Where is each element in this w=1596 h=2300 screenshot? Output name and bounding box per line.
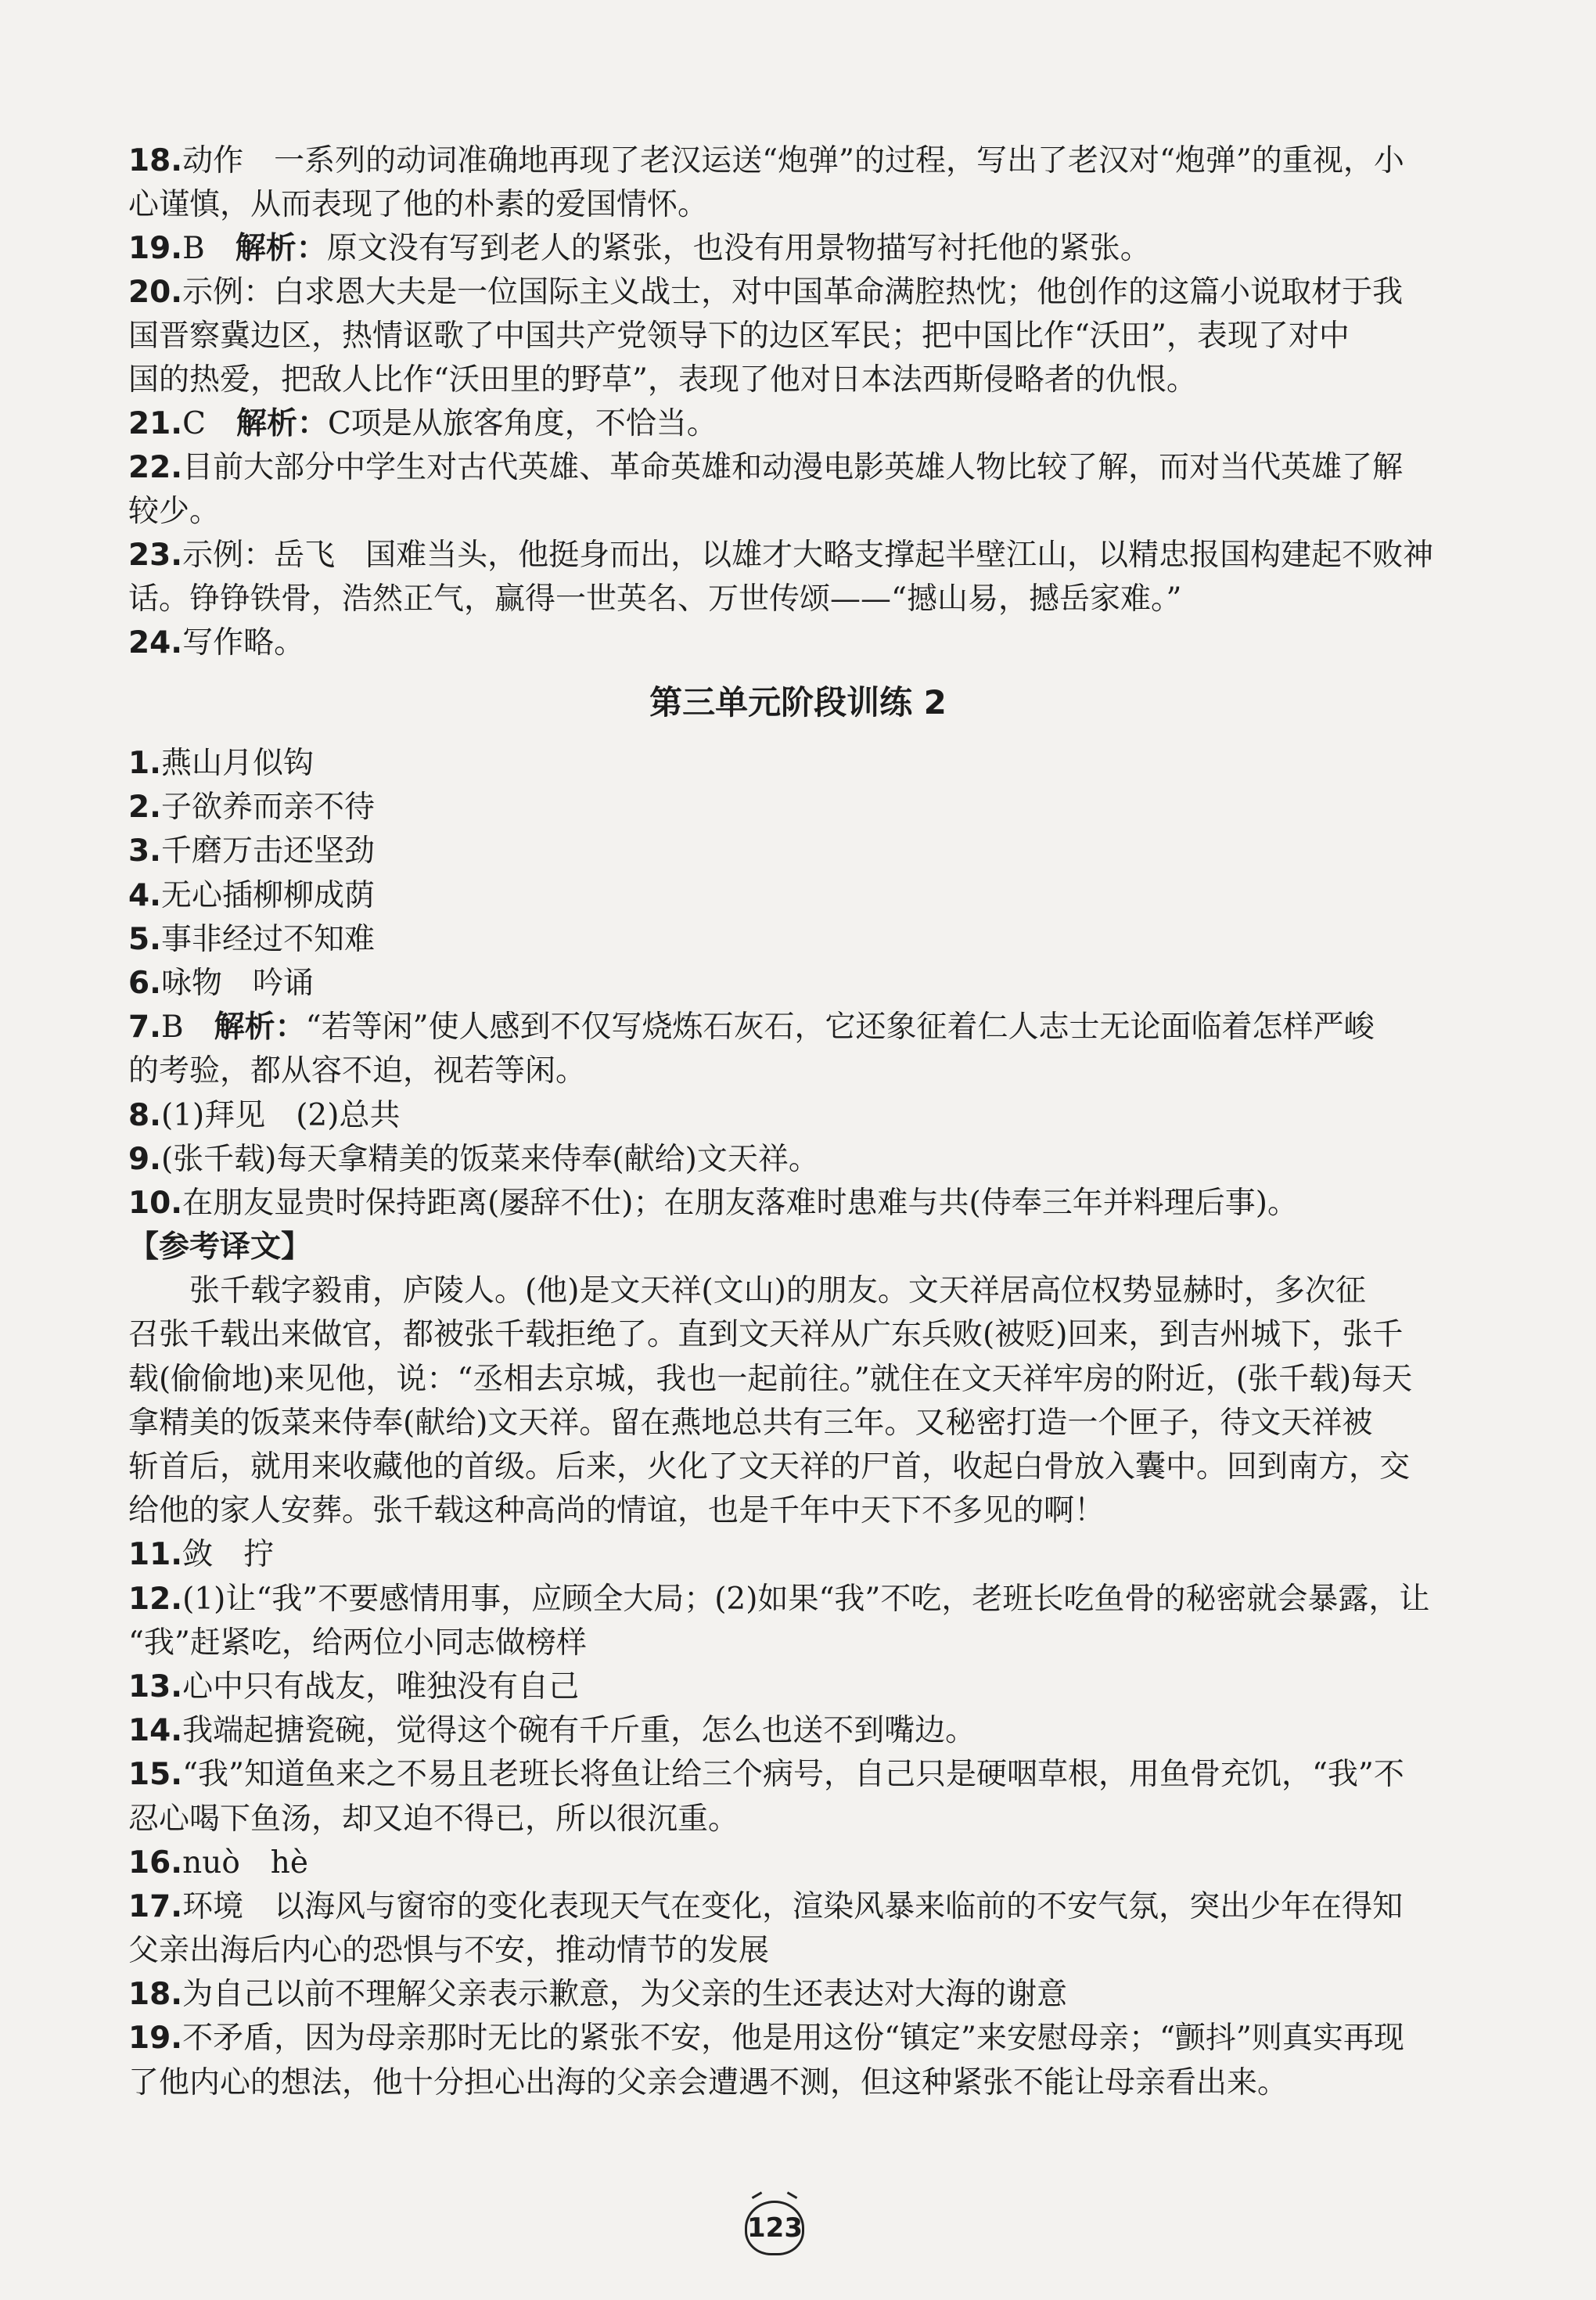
item-text: 示例：岳飞 国难当头，他挺身而出，以雄才大略支撑起半壁江山，以精忠报国构建起不败神 [182, 538, 1434, 573]
item-text: 咏物 吟诵 [160, 965, 314, 1001]
text-line [128, 1445, 1458, 1489]
text-line [128, 786, 1458, 830]
item-text: B 解析：原文没有写到老人的紧张，也没有用景物描写衬托他的紧张。 [182, 231, 1151, 266]
item-text: “我”知道鱼来之不易且老班长将鱼让给三个病号，自己只是硬咽草根，用鱼骨充饥，“我”不 [182, 1757, 1404, 1793]
item-number: 8. [128, 1097, 161, 1133]
item-text: 在朋友显贵时保持距离(屡辞不仕)；在朋友落难时患难与共(侍奉三年并料理后事)。 [182, 1185, 1298, 1221]
item-number: 18. [128, 143, 183, 178]
item-text: 为自己以前不理解父亲表示歉意，为父亲的生还表达对大海的谢意 [182, 1977, 1068, 2013]
item-number: 7. [128, 1010, 161, 1046]
item-number: 11. [128, 1537, 183, 1573]
text-line [128, 1709, 1458, 1753]
section-heading: 第三单元阶段训练 2 [649, 683, 947, 722]
text-line [128, 962, 1458, 1006]
item-number: 14. [128, 1713, 183, 1749]
text-line [128, 1138, 1458, 1182]
text-line [128, 1269, 1458, 1313]
text-line [128, 1841, 1458, 1885]
item-text: 燕山月似钩 [160, 746, 314, 781]
item-number: 13. [128, 1668, 183, 1704]
item-number: 23. [128, 538, 183, 573]
text-line [128, 490, 1458, 534]
text-line [128, 1798, 1458, 1841]
text-line [128, 1533, 1458, 1577]
item-text: (1)让“我”不要感情用事，应顾全大局；(2)如果“我”不吃，老班长吃鱼骨的秘密就会暴露，让 [182, 1581, 1430, 1617]
item-text: 无心插柳柳成荫 [160, 877, 375, 913]
item-text: 不矛盾，因为母亲那时无比的紧张不安，他是用这份“镇定”来安慰母亲；“颤抖”则真实再现 [182, 2021, 1404, 2057]
item-number: 12. [128, 1581, 183, 1617]
item-number: 4. [128, 877, 161, 913]
text-line [128, 1006, 1458, 1049]
text-line [128, 874, 1458, 918]
item-text: 千磨万击还坚劲 [160, 833, 375, 869]
text-line [128, 1094, 1458, 1138]
text-line [128, 227, 1458, 271]
item-text: 心中只有战友，唯独没有自己 [182, 1668, 580, 1704]
text-line [128, 139, 1458, 183]
item-text: 我端起搪瓷碗，觉得这个碗有千斤重，怎么也送不到嘴边。 [182, 1713, 976, 1749]
text-line [128, 1182, 1458, 1226]
item-text: 事非经过不知难 [160, 921, 375, 957]
text-line [128, 446, 1458, 490]
text-line [128, 830, 1458, 873]
text-line [128, 2061, 1458, 2105]
item-text: 敛 拧 [182, 1537, 275, 1573]
item-text: 心谨慎，从而表现了他的朴素的爱国情怀。 [128, 187, 709, 222]
text-line [128, 1402, 1458, 1445]
item-text [128, 1229, 311, 1265]
item-number: 10. [128, 1185, 183, 1221]
item-text: 载(偷偷地)来见他，说：“丞相去京城，我也一起前往。”就住在文天祥牢房的附近，(张千载)每天 [128, 1361, 1413, 1397]
item-text: 目前大部分中学生对古代英雄、革命英雄和动漫电影英雄人物比较了解，而对当代英雄了解 [182, 450, 1404, 485]
item-text: B 解析：“若等闲”使人感到不仅写烧炼石灰石，它还象征着仁人志士无论面临着怎样严峻 [160, 1010, 1375, 1046]
item-text: “我”赶紧吃，给两位小同志做榜样 [128, 1625, 587, 1661]
keyword-label: 【参考译文】 [128, 1229, 312, 1265]
text-line [128, 1665, 1458, 1709]
text-line [128, 358, 1458, 402]
text-line [128, 271, 1458, 315]
item-number: 3. [128, 833, 161, 869]
item-number: 17. [128, 1888, 183, 1924]
text-line [128, 402, 1458, 446]
item-number: 2. [128, 790, 161, 826]
item-number: 1. [128, 746, 161, 781]
page-number: 123 [745, 2201, 804, 2255]
text-line [128, 918, 1458, 962]
item-number: 5. [128, 921, 161, 957]
item-text: 张千载字毅甫，庐陵人。(他)是文天祥(文山)的朋友。文天祥居高位权势显赫时，多次征 [128, 1273, 1366, 1309]
text-line [128, 1226, 1458, 1269]
item-number: 9. [128, 1141, 161, 1177]
item-text: 写作略。 [182, 625, 305, 660]
text-line [128, 534, 1458, 578]
item-text: 环境 以海风与窗帘的变化表现天气在变化，渲染风暴来临前的不安气氛，突出少年在得知 [182, 1888, 1404, 1924]
text-line [128, 2017, 1458, 2061]
item-text: 国晋察冀边区，热情讴歌了中国共产党领导下的边区军民；把中国比作“沃田”，表现了对中 [128, 319, 1350, 354]
item-text: 话。铮铮铁骨，浩然正气，赢得一世英名、万世传颂——“撼山易，撼岳家难。” [128, 581, 1182, 617]
text-line [128, 578, 1458, 621]
keyword-label: 解析： [214, 1010, 306, 1046]
item-text: 示例：白求恩大夫是一位国际主义战士，对中国革命满腔热忱；他创作的这篇小说取材于我 [182, 275, 1404, 310]
item-number: 22. [128, 450, 183, 485]
item-text: nuò hè [182, 1845, 309, 1881]
section-stage-training-2 [128, 742, 1458, 2105]
text-line [128, 315, 1458, 358]
text-line [128, 1885, 1458, 1929]
text-line [128, 183, 1458, 227]
item-text: (张千载)每天拿精美的饭菜来侍奉(献给)文天祥。 [160, 1141, 819, 1177]
item-number: 18. [128, 1977, 183, 2013]
item-text: 忍心喝下鱼汤，却又迫不得已，所以很沉重。 [128, 1801, 739, 1837]
item-text: 拿精美的饭菜来侍奉(献给)文天祥。留在燕地总共有三年。又秘密打造一个匣子，待文天祥被 [128, 1405, 1373, 1441]
item-text: 较少。 [128, 494, 221, 529]
text-line [128, 1929, 1458, 1973]
item-number: 15. [128, 1757, 183, 1793]
text-line [128, 1622, 1458, 1665]
item-text: 的考验，都从容不迫，视若等闲。 [128, 1053, 587, 1089]
item-text: 斩首后，就用来收藏他的首级。后来，火化了文天祥的尸首，收起白骨放入囊中。回到南方，交 [128, 1449, 1411, 1485]
item-number: 21. [128, 406, 183, 441]
section-unit3-answers [128, 139, 1458, 665]
item-text: 子欲养而亲不待 [160, 790, 375, 826]
item-number: 20. [128, 275, 183, 310]
item-text: 给他的家人安葬。张千载这种高尚的情谊，也是千年中天下不多见的啊！ [128, 1493, 1105, 1529]
item-text: C 解析：C项是从旅客角度，不恰当。 [182, 406, 717, 441]
item-text: 了他内心的想法，他十分担心出海的父亲会遭遇不测，但这种紧张不能让母亲看出来。 [128, 2064, 1289, 2100]
item-text: 动作 一系列的动词准确地再现了老汉运送“炮弹”的过程，写出了老汉对“炮弹”的重视，小 [182, 143, 1404, 178]
item-text: (1)拜见 (2)总共 [160, 1097, 401, 1133]
item-number: 19. [128, 231, 183, 266]
item-number: 16. [128, 1845, 183, 1881]
text-line [128, 1578, 1458, 1622]
text-line [128, 1489, 1458, 1533]
text-line [128, 742, 1458, 786]
text-line [128, 621, 1458, 665]
item-number: 19. [128, 2021, 183, 2057]
item-number: 24. [128, 625, 183, 660]
item-number: 6. [128, 965, 161, 1001]
keyword-label: 解析： [235, 406, 328, 441]
text-line [128, 1358, 1458, 1402]
keyword-label: 解析： [235, 231, 327, 266]
text-line [128, 1313, 1458, 1357]
text-line [128, 1973, 1458, 2017]
item-text: 召张千载出来做官，都被张千载拒绝了。直到文天祥从广东兵败(被贬)回来，到吉州城下，张千 [128, 1317, 1404, 1353]
item-text: 父亲出海后内心的恐惧与不安，推动情节的发展 [128, 1933, 770, 1969]
item-text: 国的热爱，把敌人比作“沃田里的野草”，表现了他对日本法西斯侵略者的仇恨。 [128, 362, 1197, 398]
text-line [128, 1049, 1458, 1093]
text-line [128, 1753, 1458, 1797]
